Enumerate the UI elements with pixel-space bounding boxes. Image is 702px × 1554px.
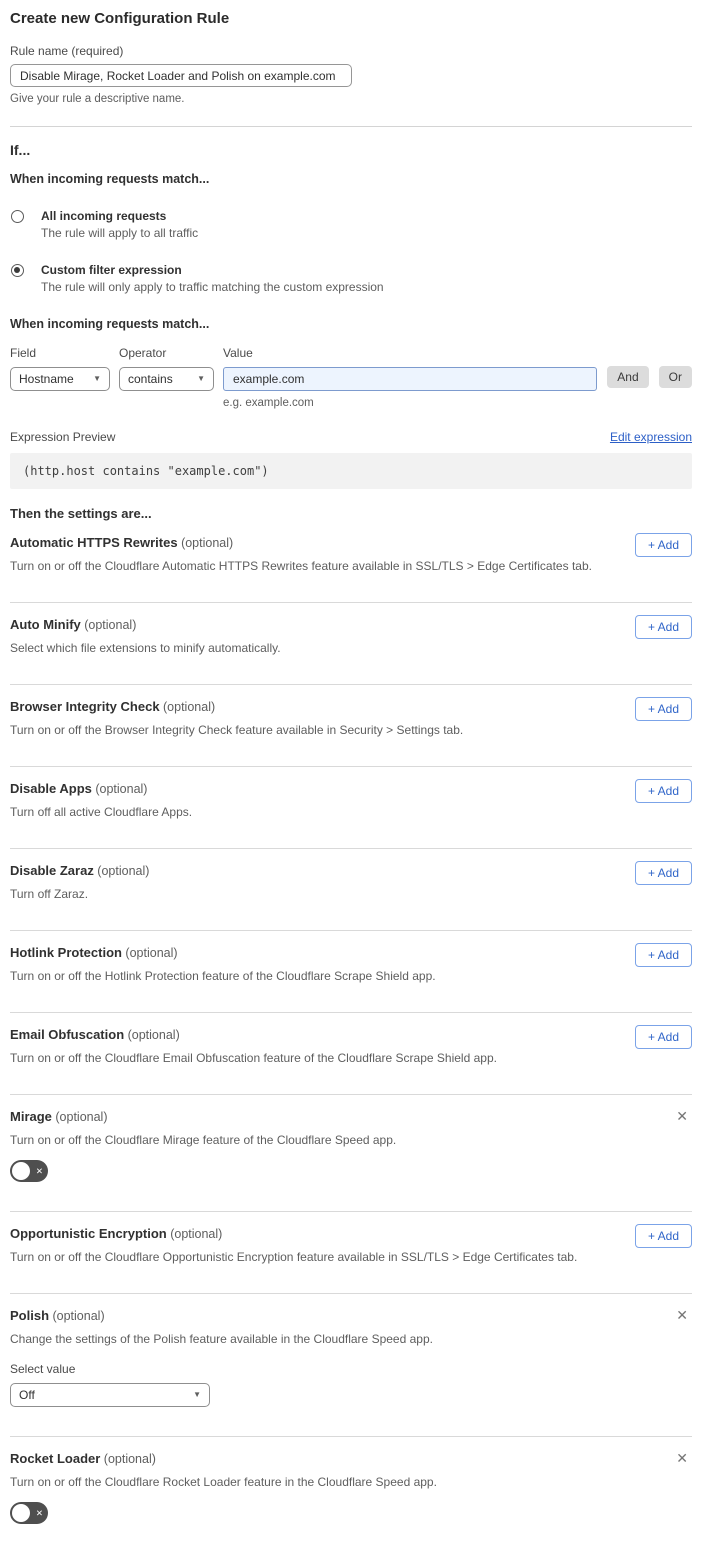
setting-optional-label: (optional) bbox=[91, 782, 148, 796]
setting-row bbox=[10, 1294, 692, 1437]
settings-list bbox=[10, 521, 692, 1534]
radio-unselected-icon[interactable] bbox=[11, 210, 24, 223]
page-title: Create new Configuration Rule bbox=[10, 10, 230, 27]
setting-action bbox=[635, 697, 692, 721]
setting-name: Opportunistic Encryption bbox=[10, 1226, 167, 1241]
setting-optional-label: (optional) bbox=[159, 700, 216, 714]
setting-extra bbox=[10, 1502, 692, 1524]
setting-description: Turn on or off the Cloudflare Automatic HTTPS Rewrites feature available in SSL/TLS > Edge Certificates tab. bbox=[10, 559, 592, 573]
setting-toggle-switch[interactable] bbox=[10, 1160, 48, 1182]
setting-name: Mirage bbox=[10, 1109, 52, 1124]
setting-row bbox=[10, 767, 692, 849]
setting-name: Rocket Loader bbox=[10, 1451, 101, 1466]
setting-row bbox=[10, 1013, 692, 1095]
radio-description: The rule will apply to all traffic bbox=[41, 226, 199, 240]
setting-description: Turn on or off the Cloudflare Mirage feature of the Cloudflare Speed app. bbox=[10, 1133, 397, 1147]
section-divider bbox=[10, 126, 692, 127]
setting-row bbox=[10, 521, 692, 603]
setting-name: Disable Zaraz bbox=[10, 863, 94, 878]
setting-optional-label: (optional) bbox=[49, 1309, 105, 1323]
radio-custom-filter-expression[interactable] bbox=[10, 263, 692, 294]
add-setting-button[interactable]: + Add bbox=[635, 615, 692, 639]
setting-optional-label: (optional) bbox=[177, 536, 234, 550]
and-button[interactable]: And bbox=[607, 366, 648, 388]
setting-action bbox=[635, 861, 692, 885]
setting-action bbox=[635, 943, 692, 967]
toggle-knob bbox=[12, 1162, 30, 1180]
operator-select[interactable] bbox=[119, 367, 214, 391]
setting-row bbox=[10, 603, 692, 685]
add-setting-button[interactable]: + Add bbox=[635, 779, 692, 803]
value-helper: e.g. example.com bbox=[223, 397, 314, 409]
or-button[interactable]: Or bbox=[659, 366, 692, 388]
toggle-off-x-icon: ✕ bbox=[35, 1165, 43, 1176]
setting-description: Turn on or off the Cloudflare Rocket Loader feature in the Cloudflare Speed app. bbox=[10, 1475, 437, 1489]
setting-action bbox=[635, 615, 692, 639]
select-value-label: Select value bbox=[10, 1362, 76, 1376]
value-input[interactable] bbox=[223, 367, 597, 391]
setting-name: Email Obfuscation bbox=[10, 1027, 125, 1042]
radio-selected-icon[interactable] bbox=[11, 264, 24, 277]
match-type-radio-group bbox=[10, 209, 692, 294]
operator-select-value: contains bbox=[128, 372, 173, 386]
setting-action bbox=[635, 1224, 692, 1248]
setting-optional-label: (optional) bbox=[100, 1452, 156, 1466]
setting-optional-label: (optional) bbox=[93, 864, 150, 878]
field-select-value: Hostname bbox=[19, 372, 74, 386]
setting-row bbox=[10, 1095, 692, 1212]
chevron-down-icon: ▼ bbox=[93, 374, 101, 383]
setting-extra bbox=[10, 1362, 692, 1407]
radio-description: The rule will only apply to traffic matching the custom expression bbox=[41, 280, 384, 294]
setting-name: Browser Integrity Check bbox=[10, 699, 160, 714]
field-select[interactable] bbox=[10, 367, 110, 391]
setting-description: Turn on or off the Cloudflare Opportunistic Encryption feature available in SSL/TLS > Edge Certificates tab. bbox=[10, 1250, 578, 1264]
setting-name: Hotlink Protection bbox=[10, 945, 122, 960]
setting-description: Turn on or off the Cloudflare Email Obfuscation feature of the Cloudflare Scrape Shield app. bbox=[10, 1051, 497, 1065]
expression-preview-label: Expression Preview bbox=[10, 430, 116, 444]
setting-extra bbox=[10, 1160, 692, 1182]
expression-builder-row bbox=[10, 346, 692, 409]
setting-description: Turn off Zaraz. bbox=[10, 887, 89, 901]
remove-setting-icon[interactable]: ✕ bbox=[676, 1450, 688, 1466]
setting-optional-label: (optional) bbox=[51, 1110, 108, 1124]
toggle-off-x-icon: ✕ bbox=[35, 1507, 43, 1518]
setting-row bbox=[10, 1437, 692, 1534]
chevron-down-icon: ▼ bbox=[193, 1390, 201, 1399]
add-setting-button[interactable]: + Add bbox=[635, 1025, 692, 1049]
setting-optional-label: (optional) bbox=[124, 1028, 180, 1042]
setting-description: Turn off all active Cloudflare Apps. bbox=[10, 805, 193, 819]
add-setting-button[interactable]: + Add bbox=[635, 533, 692, 557]
setting-name: Polish bbox=[10, 1308, 50, 1323]
if-heading: If... bbox=[10, 142, 31, 158]
setting-optional-label: (optional) bbox=[166, 1227, 223, 1241]
match-heading: When incoming requests match... bbox=[10, 172, 210, 186]
setting-optional-label: (optional) bbox=[80, 618, 137, 632]
setting-description: Select which file extensions to minify automatically. bbox=[10, 641, 281, 655]
setting-row bbox=[10, 849, 692, 931]
setting-action bbox=[672, 1449, 692, 1468]
setting-row bbox=[10, 931, 692, 1013]
setting-action bbox=[635, 1025, 692, 1049]
chevron-down-icon: ▼ bbox=[197, 374, 205, 383]
setting-name: Disable Apps bbox=[10, 781, 92, 796]
setting-action bbox=[635, 779, 692, 803]
radio-label: Custom filter expression bbox=[41, 263, 182, 277]
radio-all-incoming-requests[interactable] bbox=[10, 209, 692, 240]
add-setting-button[interactable]: + Add bbox=[635, 861, 692, 885]
setting-value-select[interactable] bbox=[10, 1383, 210, 1407]
expression-code-block: (http.host contains "example.com") bbox=[10, 453, 692, 489]
toggle-knob bbox=[12, 1504, 30, 1522]
rule-name-helper: Give your rule a descriptive name. bbox=[10, 93, 185, 105]
setting-optional-label: (optional) bbox=[121, 946, 178, 960]
setting-description: Change the settings of the Polish feature available in the Cloudflare Speed app. bbox=[10, 1332, 433, 1346]
setting-action bbox=[672, 1306, 692, 1325]
add-setting-button[interactable]: + Add bbox=[635, 697, 692, 721]
expression-preview-row bbox=[10, 430, 692, 444]
remove-setting-icon[interactable]: ✕ bbox=[676, 1307, 688, 1323]
add-setting-button[interactable]: + Add bbox=[635, 1224, 692, 1248]
radio-label: All incoming requests bbox=[41, 209, 167, 223]
field-label: Field bbox=[10, 346, 37, 360]
setting-action bbox=[672, 1107, 692, 1126]
setting-name: Automatic HTTPS Rewrites bbox=[10, 535, 178, 550]
value-label: Value bbox=[223, 346, 253, 360]
settings-heading: Then the settings are... bbox=[10, 506, 152, 521]
expression-builder-heading: When incoming requests match... bbox=[10, 317, 210, 331]
setting-description: Turn on or off the Browser Integrity Check feature available in Security > Settings tab. bbox=[10, 723, 464, 737]
setting-description: Turn on or off the Hotlink Protection feature of the Cloudflare Scrape Shield app. bbox=[10, 969, 436, 983]
add-setting-button[interactable]: + Add bbox=[635, 943, 692, 967]
setting-row bbox=[10, 685, 692, 767]
remove-setting-icon[interactable]: ✕ bbox=[676, 1108, 688, 1124]
setting-value-select-value: Off bbox=[19, 1388, 35, 1402]
operator-label: Operator bbox=[119, 346, 167, 360]
setting-toggle-switch[interactable] bbox=[10, 1502, 48, 1524]
rule-name-label: Rule name (required) bbox=[10, 44, 124, 58]
rule-name-input[interactable] bbox=[10, 64, 352, 87]
setting-name: Auto Minify bbox=[10, 617, 81, 632]
edit-expression-link[interactable]: Edit expression bbox=[609, 430, 692, 444]
setting-action bbox=[635, 533, 692, 557]
setting-row bbox=[10, 1212, 692, 1294]
